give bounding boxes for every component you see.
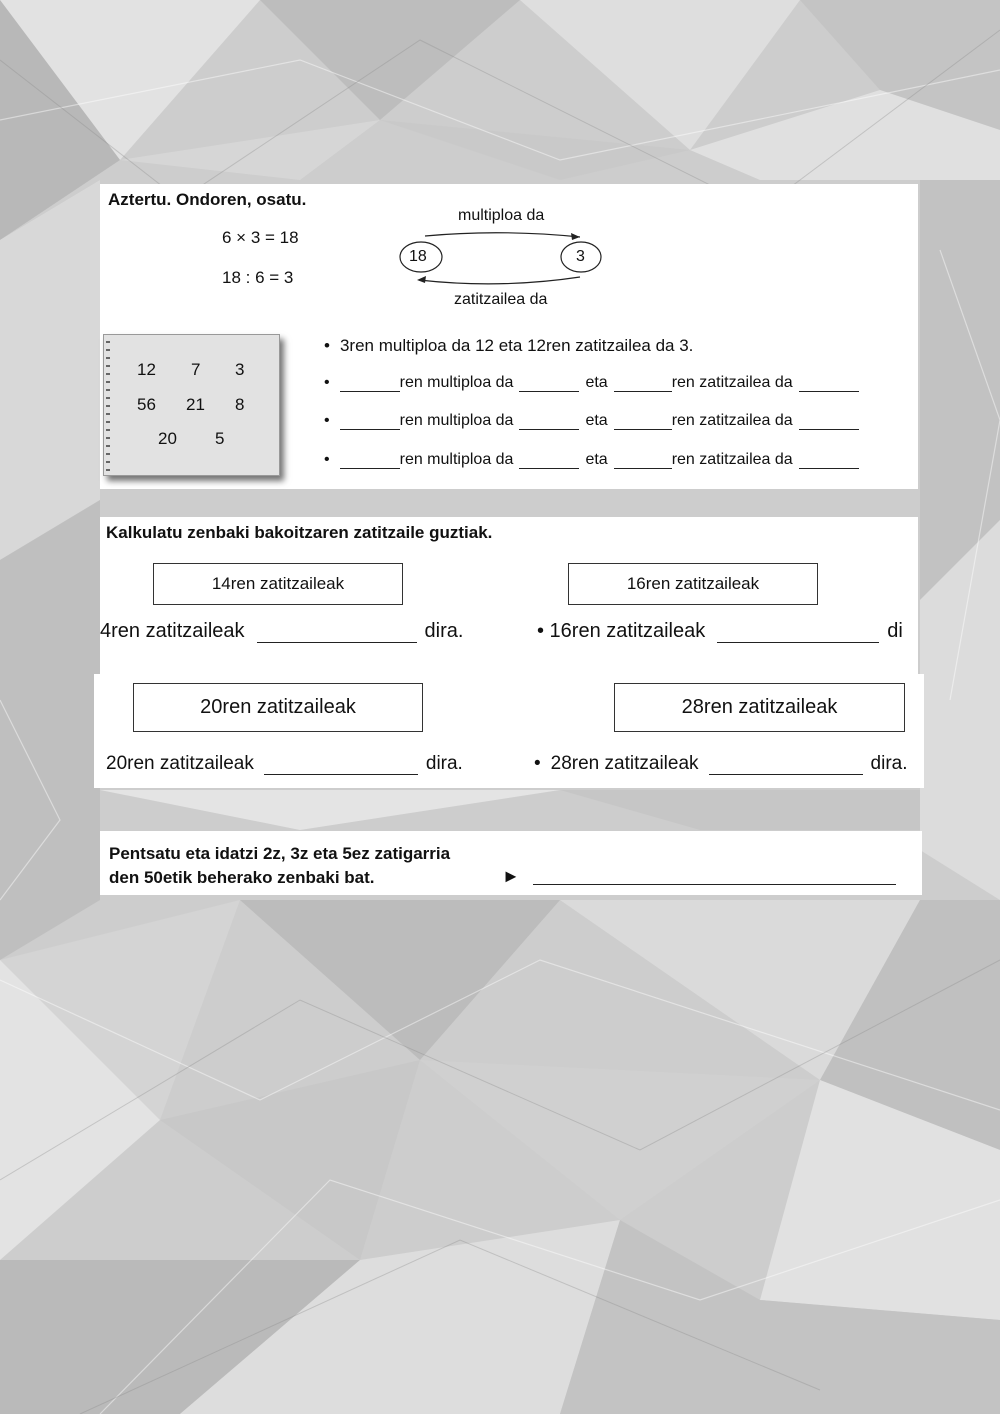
- divisors-box-28: [614, 683, 905, 732]
- answer-label: • 16ren zatitzaileak: [537, 620, 706, 642]
- bullet: •: [324, 412, 330, 429]
- equation-multiplication: 6 × 3 = 18: [222, 228, 299, 247]
- box-label: 20ren zatitzaileak: [200, 696, 356, 718]
- arrow-icon: ►: [502, 866, 520, 886]
- answer-end: dira.: [424, 620, 464, 642]
- fill-in-row: [324, 451, 859, 469]
- multiple-label: ren multiploa da: [399, 412, 514, 429]
- answer-line-16: [537, 620, 903, 643]
- card-number: 56: [137, 395, 156, 414]
- fill-in-row: [324, 412, 859, 430]
- box-label: 16ren zatitzaileak: [626, 574, 760, 593]
- answer-label: 28ren zatitzaileak: [550, 753, 699, 774]
- blank-number[interactable]: [799, 377, 859, 392]
- multiple-label: ren multiploa da: [399, 451, 514, 468]
- card-number: 20: [158, 429, 177, 448]
- blank-number[interactable]: [614, 377, 672, 392]
- example-sentence: [324, 336, 693, 356]
- divisors-box-16: [568, 563, 818, 605]
- answer-end: dira.: [870, 753, 908, 774]
- bullet: •: [324, 374, 330, 391]
- divisor-label: ren zatitzailea da: [671, 412, 793, 429]
- divisor-label: ren zatitzailea da: [671, 451, 793, 468]
- answer-blank[interactable]: [257, 624, 417, 643]
- answer-end: di: [887, 620, 903, 642]
- number-card: [103, 334, 280, 476]
- blank-number[interactable]: [614, 454, 672, 469]
- box-label: 14ren zatitzaileak: [211, 574, 345, 593]
- blank-number[interactable]: [340, 415, 400, 430]
- answer-blank[interactable]: [264, 756, 418, 775]
- fill-in-row: [324, 374, 859, 392]
- blank-number[interactable]: [799, 454, 859, 469]
- multiple-label: ren multiploa da: [399, 374, 514, 391]
- card-number: 3: [235, 360, 245, 379]
- blank-number[interactable]: [519, 377, 579, 392]
- bullet: •: [324, 336, 330, 355]
- and-label: eta: [585, 374, 608, 391]
- diagram-top-label: multiploa da: [458, 207, 545, 224]
- exercise-3-line-1: Pentsatu eta idatzi 2z, 3z eta 5ez zatigarria: [109, 844, 451, 863]
- answer-blank[interactable]: [709, 756, 863, 775]
- answer-line-20: [106, 753, 463, 775]
- equation-division: 18 : 6 = 3: [222, 268, 294, 287]
- bullet: •: [534, 753, 541, 774]
- card-number: 8: [235, 395, 245, 414]
- card-number: 12: [137, 360, 156, 379]
- divisors-box-20: [133, 683, 423, 732]
- diagram-bottom-label: zatitzailea da: [454, 291, 548, 308]
- blank-number[interactable]: [519, 415, 579, 430]
- blank-number[interactable]: [340, 377, 400, 392]
- diagram-number-left: 18: [409, 248, 427, 265]
- and-label: eta: [585, 412, 608, 429]
- answer-label: 4ren zatitzaileak: [100, 620, 245, 642]
- blank-number[interactable]: [340, 454, 400, 469]
- answer-end: dira.: [425, 753, 463, 774]
- blank-number[interactable]: [519, 454, 579, 469]
- answer-blank[interactable]: [717, 624, 879, 643]
- blank-number[interactable]: [614, 415, 672, 430]
- example-text: 3ren multiploa da 12 eta 12ren zatitzailea da 3.: [339, 336, 694, 355]
- diagram-number-right: 3: [576, 248, 585, 265]
- exercise-3-line-2: den 50etik beherako zenbaki bat.: [109, 868, 375, 887]
- card-number: 7: [191, 360, 201, 379]
- answer-line-14: [100, 620, 463, 643]
- bullet: •: [324, 451, 330, 468]
- exercise-3-answer-blank[interactable]: [533, 868, 896, 885]
- box-label: 28ren zatitzaileak: [681, 696, 838, 718]
- answer-line-28: [534, 753, 908, 775]
- answer-label: 20ren zatitzaileak: [106, 753, 254, 774]
- and-label: eta: [585, 451, 608, 468]
- exercise-1-title: Aztertu. Ondoren, osatu.: [108, 190, 307, 209]
- blank-number[interactable]: [799, 415, 859, 430]
- card-binding-dots: [106, 341, 110, 471]
- divisors-box-14: [153, 563, 403, 605]
- divisor-label: ren zatitzailea da: [671, 374, 793, 391]
- exercise-2-title: Kalkulatu zenbaki bakoitzaren zatitzaile guztiak.: [106, 523, 493, 542]
- card-number: 21: [186, 395, 205, 414]
- card-number: 5: [215, 429, 225, 448]
